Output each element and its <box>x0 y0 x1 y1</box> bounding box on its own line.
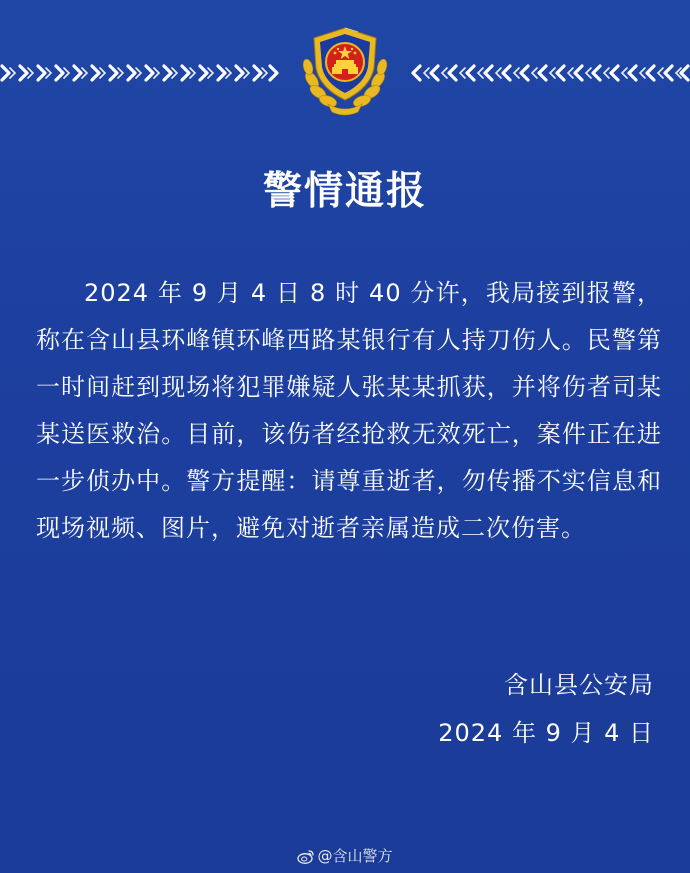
police-emblem-icon <box>298 24 392 116</box>
weibo-icon <box>297 849 315 864</box>
notice-body: 2024 年 9 月 4 日 8 时 40 分许，我局接到报警，称在含山县环峰镇环峰西路某银行有人持刀伤人。民警第一时间赶到现场将犯罪嫌疑人张某某抓获，并将伤者司某某送医救治。目前，该伤者经抢救无效死亡，案件正在进一步侦办中。警方提醒：请尊重逝者，勿传播不实信息和现场视频、图片，避免对逝者亲属造成二次伤害。 <box>36 279 662 542</box>
signature-block <box>438 664 654 760</box>
header-decoration-left <box>0 58 282 88</box>
weibo-watermark <box>0 845 690 866</box>
header-decoration-right <box>410 58 690 88</box>
issue-date: 2024 年 9 月 4 日 <box>438 719 654 747</box>
chevron-band-right-icon <box>410 58 690 88</box>
issuer-name: 含山县公安局 <box>504 671 654 699</box>
chevron-band-left-icon <box>0 58 282 88</box>
weibo-handle: @含山警方 <box>317 847 393 865</box>
notice-title: 警情通报 <box>262 169 427 214</box>
